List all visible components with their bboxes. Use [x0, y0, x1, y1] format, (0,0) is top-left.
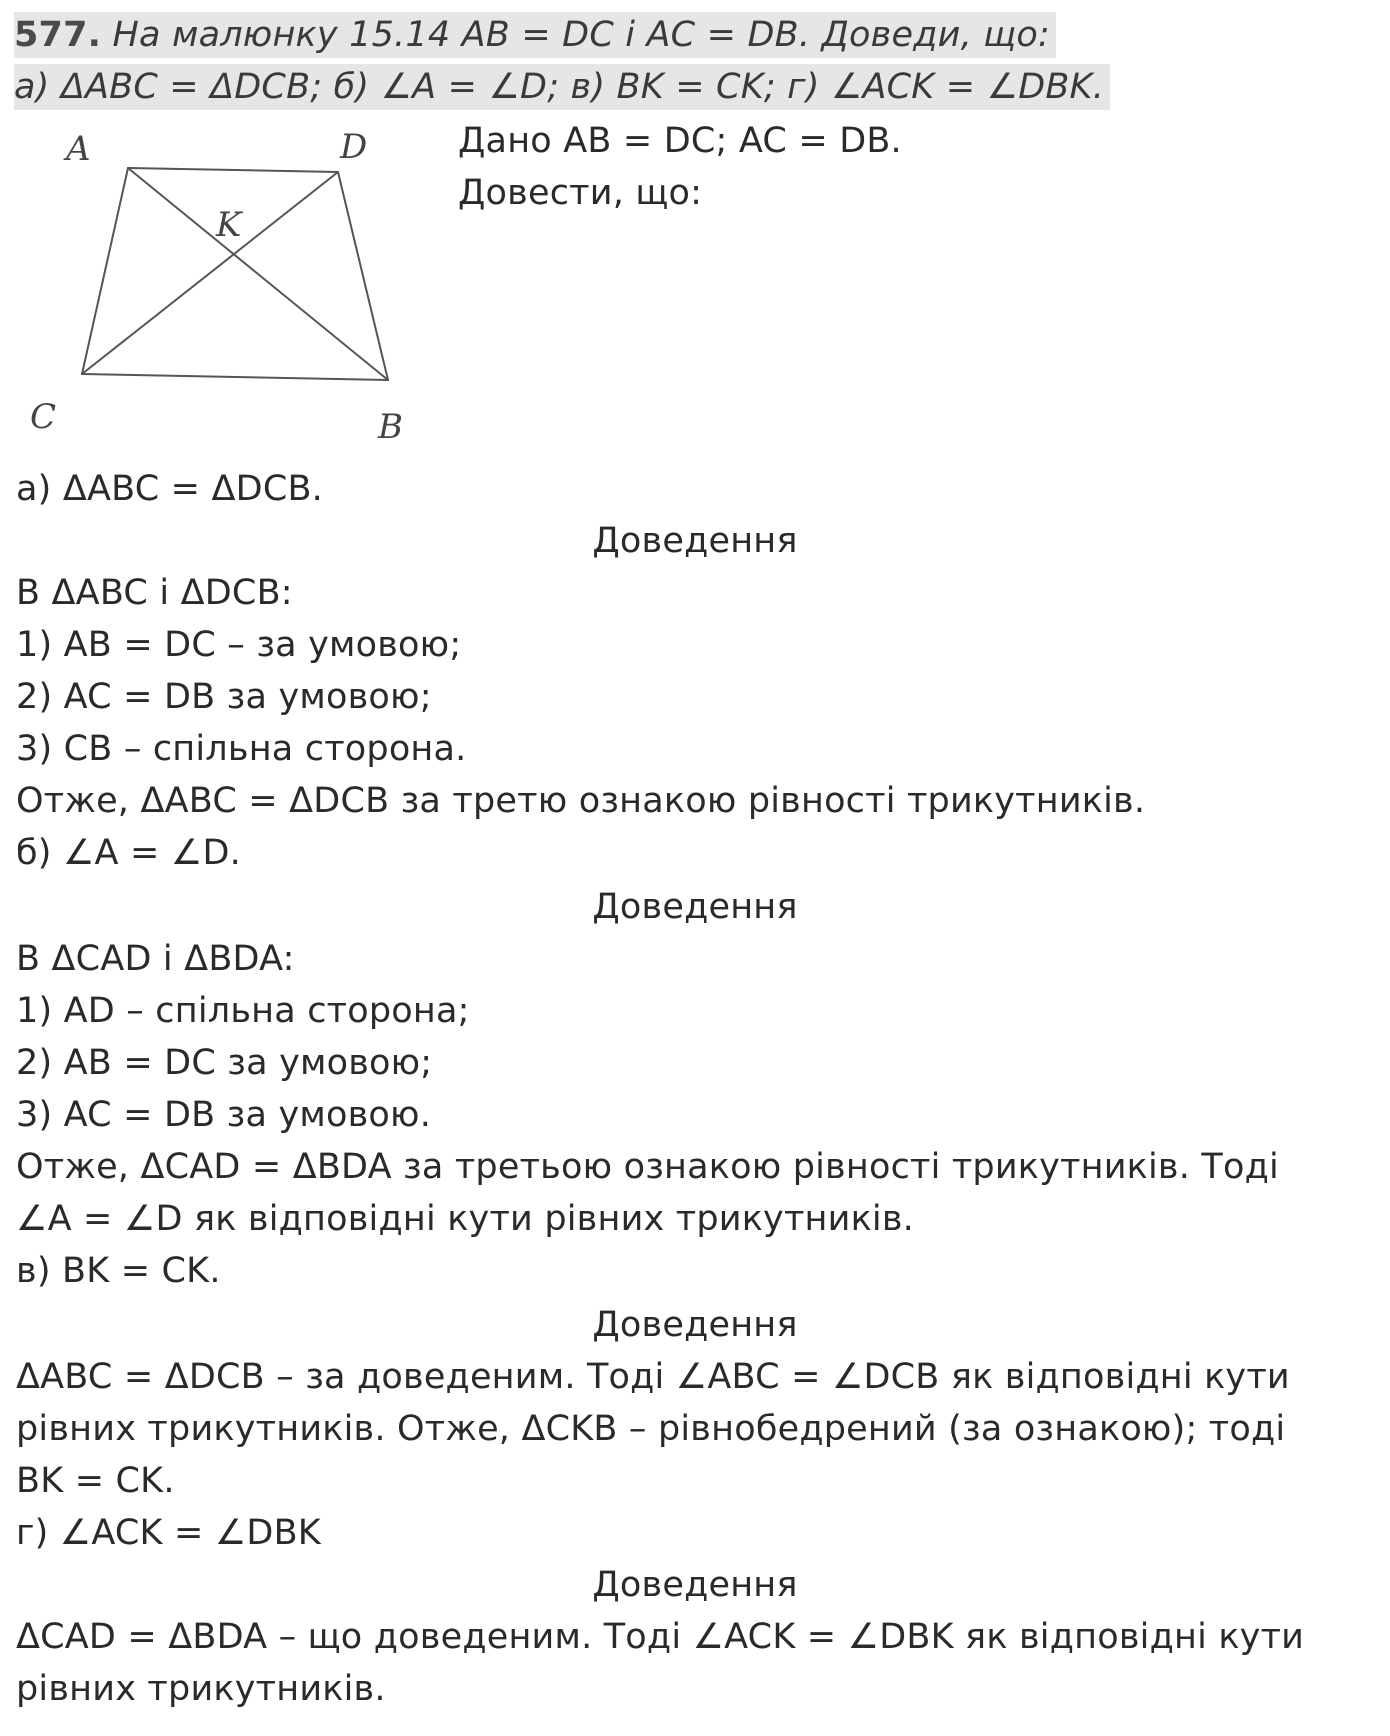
- part-c-line-1: ΔABC = ΔDCB – за доведеним. Тоді ∠ABC = ∠DCB як відповідні кути: [16, 1357, 1290, 1397]
- task-number: 577.: [14, 15, 102, 55]
- part-b-line-4: 3) AC = DB за умовою.: [16, 1095, 432, 1135]
- part-b-line-1: В ΔCAD і ΔBDA:: [16, 939, 295, 979]
- part-d-proof-heading: Доведення: [592, 1565, 798, 1605]
- part-c-line-2: рівних трикутників. Отже, ΔCKB – рівнобедрений (за ознакою); тоді: [16, 1409, 1286, 1449]
- part-b-line-6: ∠A = ∠D як відповідні кути рівних трикутників.: [16, 1199, 914, 1239]
- label-d: D: [340, 127, 368, 167]
- diagonal-ab: [128, 168, 388, 380]
- side-cb: [82, 374, 388, 380]
- part-a-line-5: Отже, ΔABC = ΔDCB за третю ознакою рівності трикутників.: [16, 781, 1146, 821]
- label-k: K: [216, 205, 242, 245]
- label-b: B: [378, 407, 403, 447]
- task-text-1: На малюнку 15.14 AB = DC і AC = DB. Доведи, що:: [112, 15, 1050, 55]
- part-a-line-4: 3) CB – спільна сторона.: [16, 729, 467, 769]
- part-d-line-2: рівних трикутників.: [16, 1669, 386, 1709]
- part-b-line-2: 1) AD – спільна сторона;: [16, 991, 470, 1031]
- part-a-line-1: В ΔABC і ΔDCB:: [16, 573, 293, 613]
- part-b-proof-heading: Доведення: [592, 887, 798, 927]
- given-line-1: Дано AB = DC; AC = DB.: [458, 121, 902, 161]
- part-c-proof-heading: Доведення: [592, 1305, 798, 1345]
- task-line-1: [14, 12, 1056, 58]
- part-b-line-3: 2) AB = DC за умовою;: [16, 1043, 433, 1083]
- part-b-line-5: Отже, ΔCAD = ΔBDA за третьою ознакою рівності трикутників. Тоді: [16, 1147, 1279, 1187]
- part-d-title: г) ∠ACK = ∠DBK: [16, 1513, 321, 1553]
- part-a-line-3: 2) AC = DB за умовою;: [16, 677, 432, 717]
- part-d-line-1: ΔCAD = ΔBDA – що доведеним. Тоді ∠ACK = ∠DBK як відповідні кути: [16, 1617, 1305, 1657]
- part-b-title: б) ∠A = ∠D.: [16, 833, 241, 873]
- side-db: [338, 172, 388, 380]
- part-a-proof-heading: Доведення: [592, 521, 798, 561]
- part-c-title: в) BK = CK.: [16, 1251, 221, 1291]
- label-a: A: [66, 129, 91, 169]
- label-c: C: [30, 397, 57, 437]
- part-c-line-3: BK = CK.: [16, 1461, 175, 1501]
- part-a-line-2: 1) AB = DC – за умовою;: [16, 625, 462, 665]
- task-line-2: а) ΔABC = ΔDCB; б) ∠A = ∠D; в) BK = CK; г) ∠ACK = ∠DBK.: [14, 64, 1110, 110]
- part-a-title: а) ΔABC = ΔDCB.: [16, 469, 323, 509]
- geometry-figure: [20, 118, 440, 458]
- side-ad: [128, 168, 338, 172]
- given-line-2: Довести, що:: [458, 173, 703, 213]
